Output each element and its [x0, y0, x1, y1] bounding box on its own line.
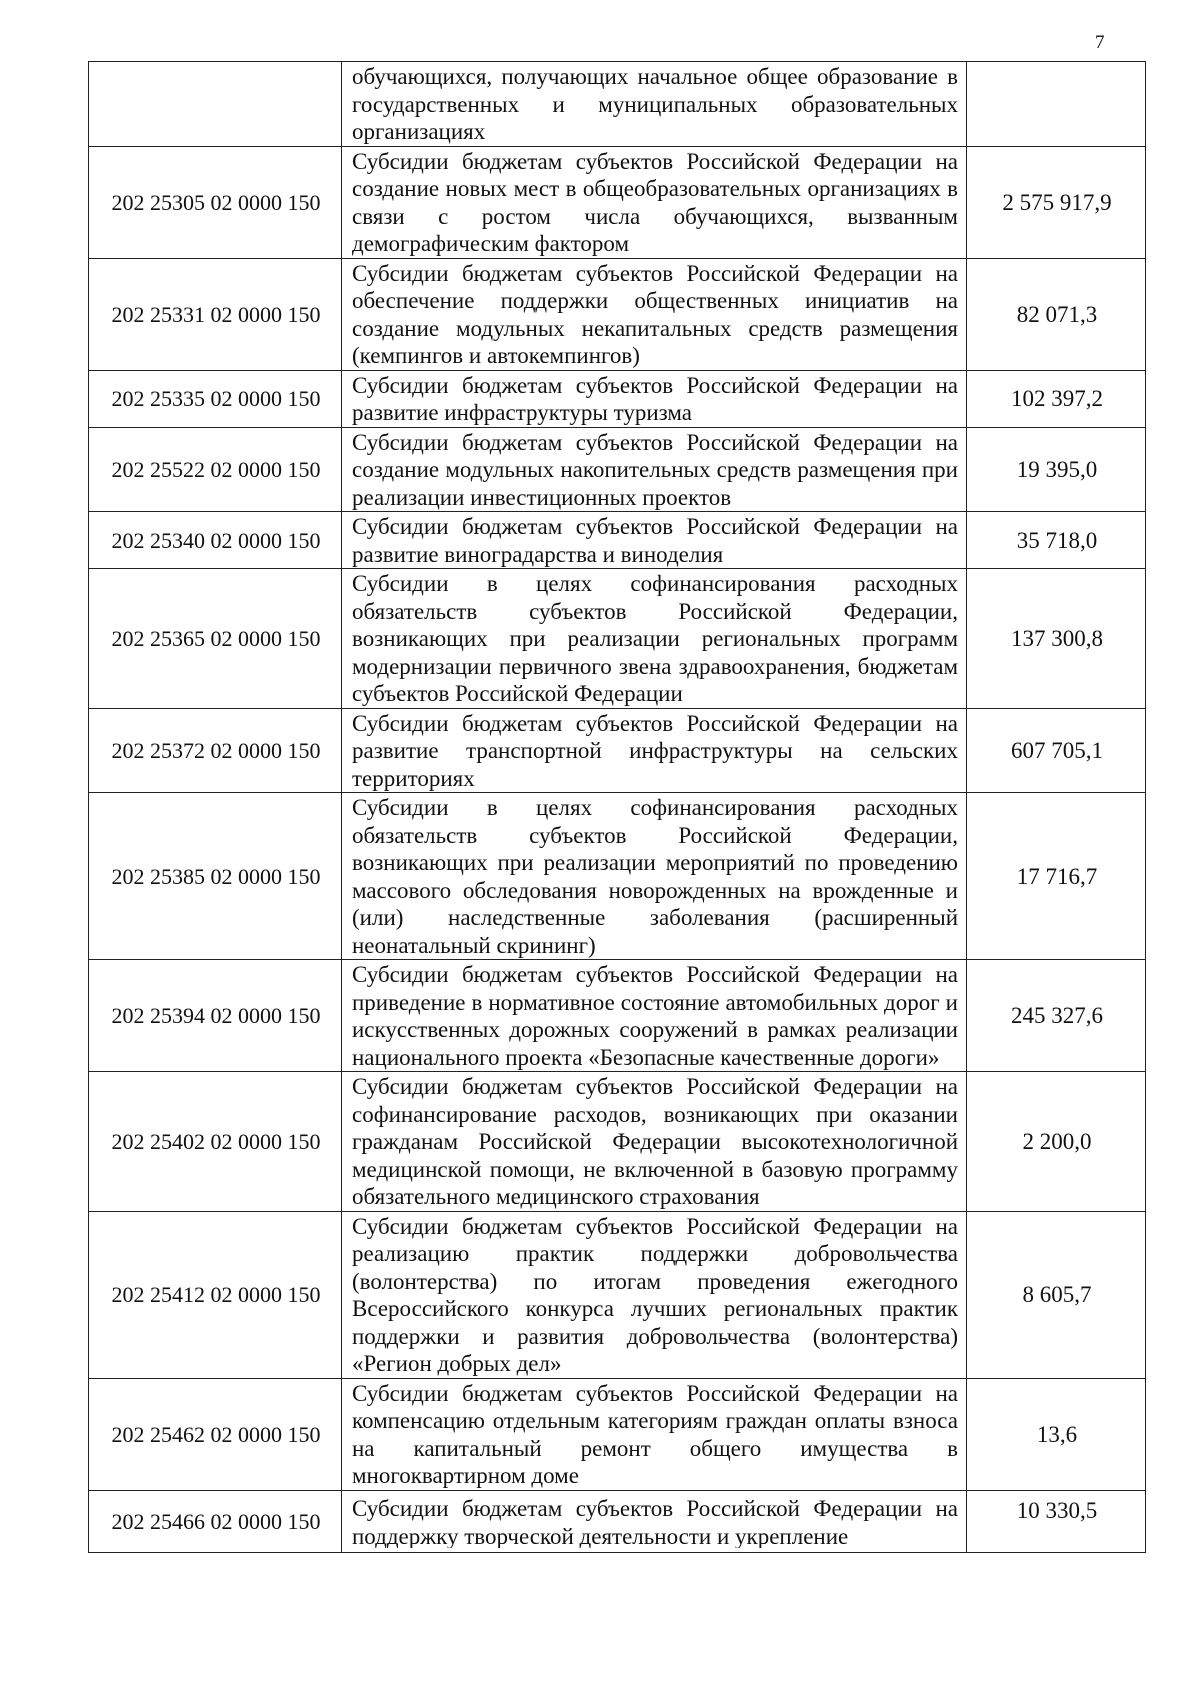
budget-code-cell: 202 25335 02 0000 150 [89, 370, 342, 427]
description-cell: обучающихся, получающих начальное общее образование в государственных и муниципальных образовательных организациях [342, 62, 967, 147]
amount-cell: 13,6 [967, 1378, 1146, 1490]
budget-table [88, 61, 1146, 1553]
description-cell: Субсидии бюджетам субъектов Российской Федерации на создание модульных накопительных средств размещения при реализации инвестиционных проектов [342, 427, 967, 512]
budget-code-cell: 202 25522 02 0000 150 [89, 427, 342, 512]
description-text: Субсидии бюджетам субъектов Российской Федерации на поддержку творческой деятельности и укрепление [352, 1496, 958, 1548]
table-row [89, 1378, 1146, 1490]
budget-code-cell: 202 25385 02 0000 150 [89, 793, 342, 960]
amount-cell: 102 397,2 [967, 370, 1146, 427]
table-row [89, 1490, 1146, 1552]
table-row [89, 512, 1146, 569]
budget-code-cell: 202 25402 02 0000 150 [89, 1072, 342, 1212]
table-row [89, 793, 1146, 960]
amount-cell: 245 327,6 [967, 960, 1146, 1072]
description-cell: Субсидии бюджетам субъектов Российской Федерации на компенсацию отдельным категориям граждан оплаты взноса на капитальный ремонт общего имущества в многоквартирном доме [342, 1378, 967, 1490]
amount-cell: 35 718,0 [967, 512, 1146, 569]
budget-code-cell: 202 25466 02 0000 150 [89, 1490, 342, 1552]
table-row [89, 258, 1146, 370]
amount-cell: 17 716,7 [967, 793, 1146, 960]
table-row [89, 569, 1146, 709]
budget-code-cell: 202 25412 02 0000 150 [89, 1211, 342, 1378]
description-cell: Субсидии бюджетам субъектов Российской Федерации на реализацию практик поддержки добровольчества (волонтерства) по итогам проведения ежегодного Всероссийского конкурса лучших региональных практик поддержки и развития добровольчества (волонтерства) «Регион добрых дел» [342, 1211, 967, 1378]
budget-code-cell: 202 25462 02 0000 150 [89, 1378, 342, 1490]
amount-cell [967, 62, 1146, 147]
budget-code-cell: 202 25372 02 0000 150 [89, 708, 342, 793]
budget-code-cell: 202 25365 02 0000 150 [89, 569, 342, 709]
table-row [89, 960, 1146, 1072]
table-row [89, 62, 1146, 147]
table-row [89, 146, 1146, 258]
description-cell: Субсидии бюджетам субъектов Российской Федерации на развитие виноградарства и виноделия [342, 512, 967, 569]
amount-cell: 2 200,0 [967, 1072, 1146, 1212]
amount-cell: 607 705,1 [967, 708, 1146, 793]
table-row [89, 370, 1146, 427]
table-row [89, 708, 1146, 793]
description-cell: Субсидии бюджетам субъектов Российской Федерации на развитие инфраструктуры туризма [342, 370, 967, 427]
budget-code-cell [89, 62, 342, 147]
amount-cell: 8 605,7 [967, 1211, 1146, 1378]
table-row [89, 1072, 1146, 1212]
amount-cell: 2 575 917,9 [967, 146, 1146, 258]
budget-code-cell: 202 25394 02 0000 150 [89, 960, 342, 1072]
page-number: 7 [1095, 32, 1105, 53]
description-cell: Субсидии в целях софинансирования расходных обязательств субъектов Российской Федерации, возникающих при реализации региональных программ модернизации первичного звена здравоохранения, бюджетам субъектов Российской Федерации [342, 569, 967, 709]
description-cell: Субсидии бюджетам субъектов Российской Федерации на приведение в нормативное состояние автомобильных дорог и искусственных дорожных сооружений в рамках реализации национального проекта «Безопасные качественные дороги» [342, 960, 967, 1072]
description-cell: Субсидии бюджетам субъектов Российской Федерации на создание новых мест в общеобразовательных организациях в связи с ростом числа обучающихся, вызванным демографическим фактором [342, 146, 967, 258]
description-cell [342, 1490, 967, 1552]
amount-cell: 19 395,0 [967, 427, 1146, 512]
budget-code-cell: 202 25305 02 0000 150 [89, 146, 342, 258]
amount-cell: 137 300,8 [967, 569, 1146, 709]
description-cell: Субсидии бюджетам субъектов Российской Федерации на софинансирование расходов, возникающих при оказании гражданам Российской Федерации высокотехнологичной медицинской помощи, не включенной в базовую программу обязательного медицинского страхования [342, 1072, 967, 1212]
amount-cell: 82 071,3 [967, 258, 1146, 370]
description-cell: Субсидии бюджетам субъектов Российской Федерации на развитие транспортной инфраструктуры на сельских территориях [342, 708, 967, 793]
budget-code-cell: 202 25331 02 0000 150 [89, 258, 342, 370]
table-row [89, 1211, 1146, 1378]
budget-code-cell: 202 25340 02 0000 150 [89, 512, 342, 569]
amount-cell: 10 330,5 [967, 1490, 1146, 1552]
table-row [89, 427, 1146, 512]
description-cell: Субсидии бюджетам субъектов Российской Федерации на обеспечение поддержки общественных инициатив на создание модульных некапитальных средств размещения (кемпингов и автокемпингов) [342, 258, 967, 370]
description-cell: Субсидии в целях софинансирования расходных обязательств субъектов Российской Федерации, возникающих при реализации мероприятий по проведению массового обследования новорожденных на врожденные и (или) наследственные заболевания (расширенный неонатальный скрининг) [342, 793, 967, 960]
